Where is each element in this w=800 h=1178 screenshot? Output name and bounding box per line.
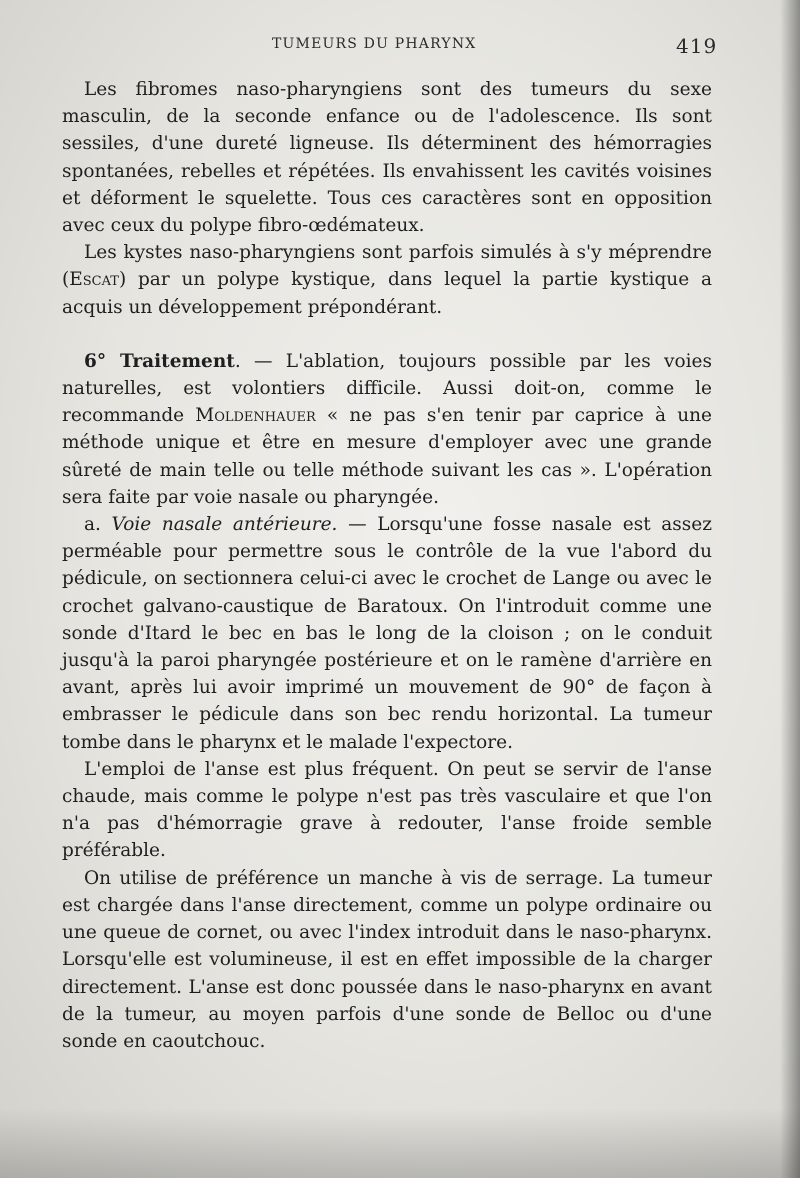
paragraph-traitement [62,348,712,511]
paragraph-text: L'emploi de l'anse est plus fréquent. On peut se servir de l'anse chaude, mais comme le polype n'est pas très vasculaire et que l'on n'a pas d'hémorragie grave à redouter, l'anse froide semble préférable. [62,758,712,862]
page-number: 419 [676,34,718,58]
paragraph-fibromes [62,76,712,239]
paragraph-voie-nasale [62,511,712,756]
author-name: Moldenhauer [195,405,316,427]
author-name: Escat [69,269,119,291]
paragraph-text-before: Les kystes naso-pharyngiens sont parfois simulés à s'y méprendre ( [62,242,712,291]
paragraph-text-after: ) par un polype kystique, dans lequel la partie kystique a acquis un développement prépondérant. [62,269,712,318]
running-title: TUMEURS DU PHARYNX [272,36,477,52]
paragraph-text-after: « ne pas s'en tenir par caprice à une méthode unique et être en mesure d'employer avec une grande sûreté de main telle ou telle méthode suivant les cas ». L'opération sera faite par voie nasale ou pharyngée. [62,405,712,508]
paragraph-manche [62,865,712,1055]
paragraph-text: Les fibromes naso-pharyngiens sont des tumeurs du sexe masculin, de la seconde enfance ou de l'adolescence. Ils sont sessiles, d'une dureté ligneuse. Ils déterminent des hémorragies spontanées, rebelles et répétées. Ils envahissent les cavités voisines et déforment le squelette. Tous ces caractères sont en opposition avec ceux du polype fibro-œdémateux. [62,79,712,237]
page-edge-shadow [780,0,800,1178]
subsection-heading: Voie nasale antérieure. [111,514,338,536]
paragraph-text: — Lorsqu'une fosse nasale est assez perméable pour permettre sous le contrôle de la vue l'abord du pédicule, on sectionnera celui-ci avec le crochet de Lange ou avec le crochet galvano-caustique de Baratoux. On l'introduit comme une sonde d'Itard le bec en bas le long de la cloison ; on le conduit jusqu'à la paroi pharyngée postérieure et on le ramène d'arrière en avant, après lui avoir imprimé un mouvement de 90° de façon à embrasser le pédicule dans son bec rendu horizontal. La tumeur tombe dans le pharynx et le malade l'expectore. [62,514,712,753]
paragraph-kystes [62,239,712,321]
body-text [62,76,712,1055]
section-heading: 6° Traitement [84,350,235,372]
paragraph-anse [62,756,712,865]
page-bottom-shadow [0,1108,800,1178]
page-header [0,36,800,60]
paragraph-text: On utilise de préférence un manche à vis de serrage. La tumeur est chargée dans l'anse directement, comme un polype ordinaire ou une queue de cornet, ou avec l'index introduit dans le naso-pharynx. Lorsqu'elle est volumineuse, il est en effet impossible de la charger directement. L'anse est donc poussée dans le naso-pharynx en avant de la tumeur, au moyen parfois d'une sonde de Belloc ou d'une sonde en caoutchouc. [62,867,712,1052]
paragraph-text-before: . — L'ablation, toujours possible par les voies naturelles, est volontiers difficile. Aussi doit-on, comme le recommande [62,350,713,427]
list-label: a. [84,514,112,536]
